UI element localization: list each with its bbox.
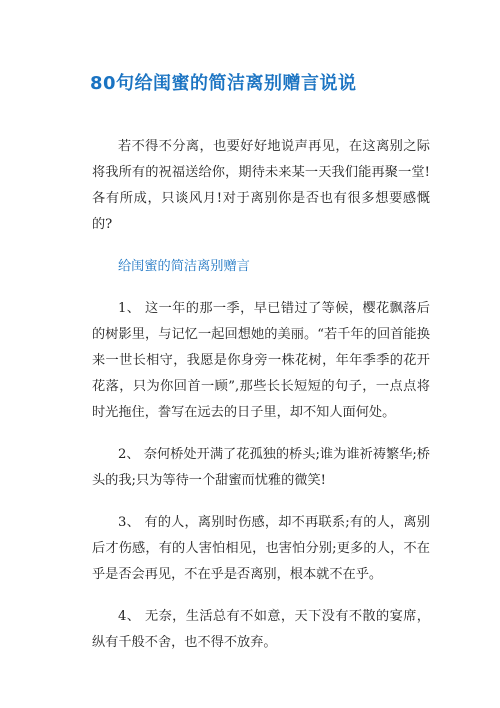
intro-paragraph: 若不得不分离，也要好好地说声再见，在这离别之际将我所有的祝福送给你，期待未来某一天我们能再聚一堂!各有所成，只谈风月!对于离别你是否也有很多想要感慨的? xyxy=(92,139,430,232)
list-item-1: 1、 这一年的那一季，早已错过了等候，樱花飘落后的树影里，与记忆一起回想她的美丽。“若千年的回首能换来一世长相守，我愿是你身旁一株花树，年年季季的花开花落，只为你回首一顾”,那些长长短短的句子，一点点将时光拖住，誊写在远去的日子里，却不知人面何处。 xyxy=(92,301,430,420)
list-item-3: 3、 有的人，离别时伤感，却不再联系;有的人，离别后才伤感，有的人害怕相见，也害怕分别;更多的人，不在乎是否会再见，不在乎是否离别，根本就不在乎。 xyxy=(92,515,430,582)
section-heading: 给闺蜜的简洁离别赠言 xyxy=(118,259,250,274)
list-item-2: 2、 奈何桥处开满了花孤独的桥头;谁为谁祈祷繁华;桥头的我;只为等待一个甜蜜而忧雅的微笑! xyxy=(92,447,430,488)
list-item-4: 4、 无奈，生活总有不如意，天下没有不散的宴席，纵有千般不舍，也不得不放弃。 xyxy=(92,609,430,650)
document-title: 80句给闺蜜的简洁离别赠言说说 xyxy=(90,73,357,94)
